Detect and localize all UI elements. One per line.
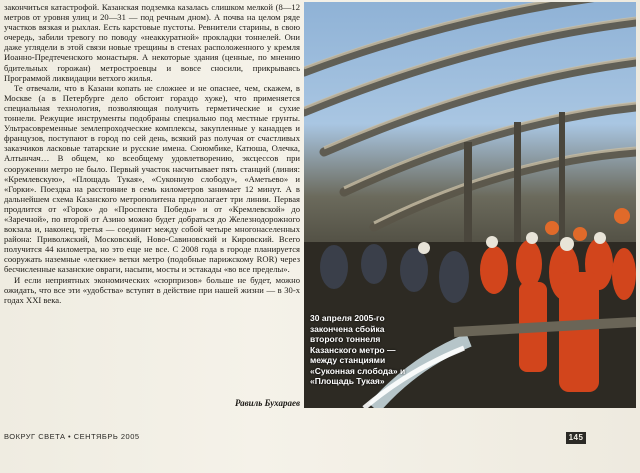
photo-caption: 30 апреля 2005-го закончена сбойка второго тоннеля Казанского метро — между станциями «Суконная слобода» и «Площадь Тукая» [310,313,406,386]
article-paragraph: Те отвечали, что в Казани копать не сложнее и не опаснее, чем, скажем, в Москве (а в Петербурге дело обстоит гораздо хуже), что применяется специальная технология, позволяющая получить герметические и сухие тоннели. Режущие инструменты подобраны специально под местные грунты. Ультрасовременные землепроходческие комплексы, закупленные у канадцев и французов, поступают в город по сей день, всякий раз получая от счастливых заказчиков ласковые татарские и русские имена. Сююмбике, Катюша, Олечка, Алтынчач… В общем, ко всеобщему удовлетворению, эксцессов при сооружении метро не было. Первый участок насчитывает пять станций (линия: «Кремлевскую», «Площадь Тукая», «Суконную слободу», «Аметьево» и «Горки». Поездка на расстояние в семь километров занимает 12 минут. А в дальнейшем схема Казанского метрополитена предполагает три линии. Первая продлится от «Горок» до «Проспекта Победы» и от «Кремлевской» до «Заречной», по второй от Азино можно будет добраться до Железнодорожного вокзала и, наконец, третья — соединит между собой четыре многонаселенных района: Приволжский, Московский, Ново-Савиновский и Кировский. Всего получится 44 километра, но это еще не все. С 2008 года в городе планируется сооружать наземные «легкие» ветки метро (подобные парижскому ROR) через бесчисленные казанские овраги, насыпи, мосты и эстакады «во все пределы». [4,82,300,275]
article-paragraph: И если неприятных экономических «сюрпризов» больше не будет, можно ожидать, что все эти «удобства» вступят в действие при нашей жизни — в 30-х годах XXI века. [4,274,300,305]
page-footer [0,428,640,448]
magazine-issue-label: ВОКРУГ СВЕТА • СЕНТЯБРЬ 2005 [4,432,140,441]
article-paragraph: закончиться катастрофой. Казанская подземка казалась слишком мелкой (8—12 метров от уровня улиц и 20—31 — под речным дном). А почва на целом ряде участков вязкая и рыхлая. Есть карстовые пустоты. Ревнители старины, в свою очередь, забили тревогу по поводу «неаккуратной» прокладки тоннелей. Они даже углядели в этой связи новые трещины в стенах расположенного у кремля Иоанно-Предтеченского монастыря. А некоторые здания (ценные, по мнению бдительных горожан) метростроевцы и вовсе сносили, прикрываясь Программой ликвидации ветхого жилья. [4,2,300,83]
article-text-column [4,2,300,410]
article-author: Равиль Бухараев [234,398,300,408]
page-number: 145 [566,432,586,444]
